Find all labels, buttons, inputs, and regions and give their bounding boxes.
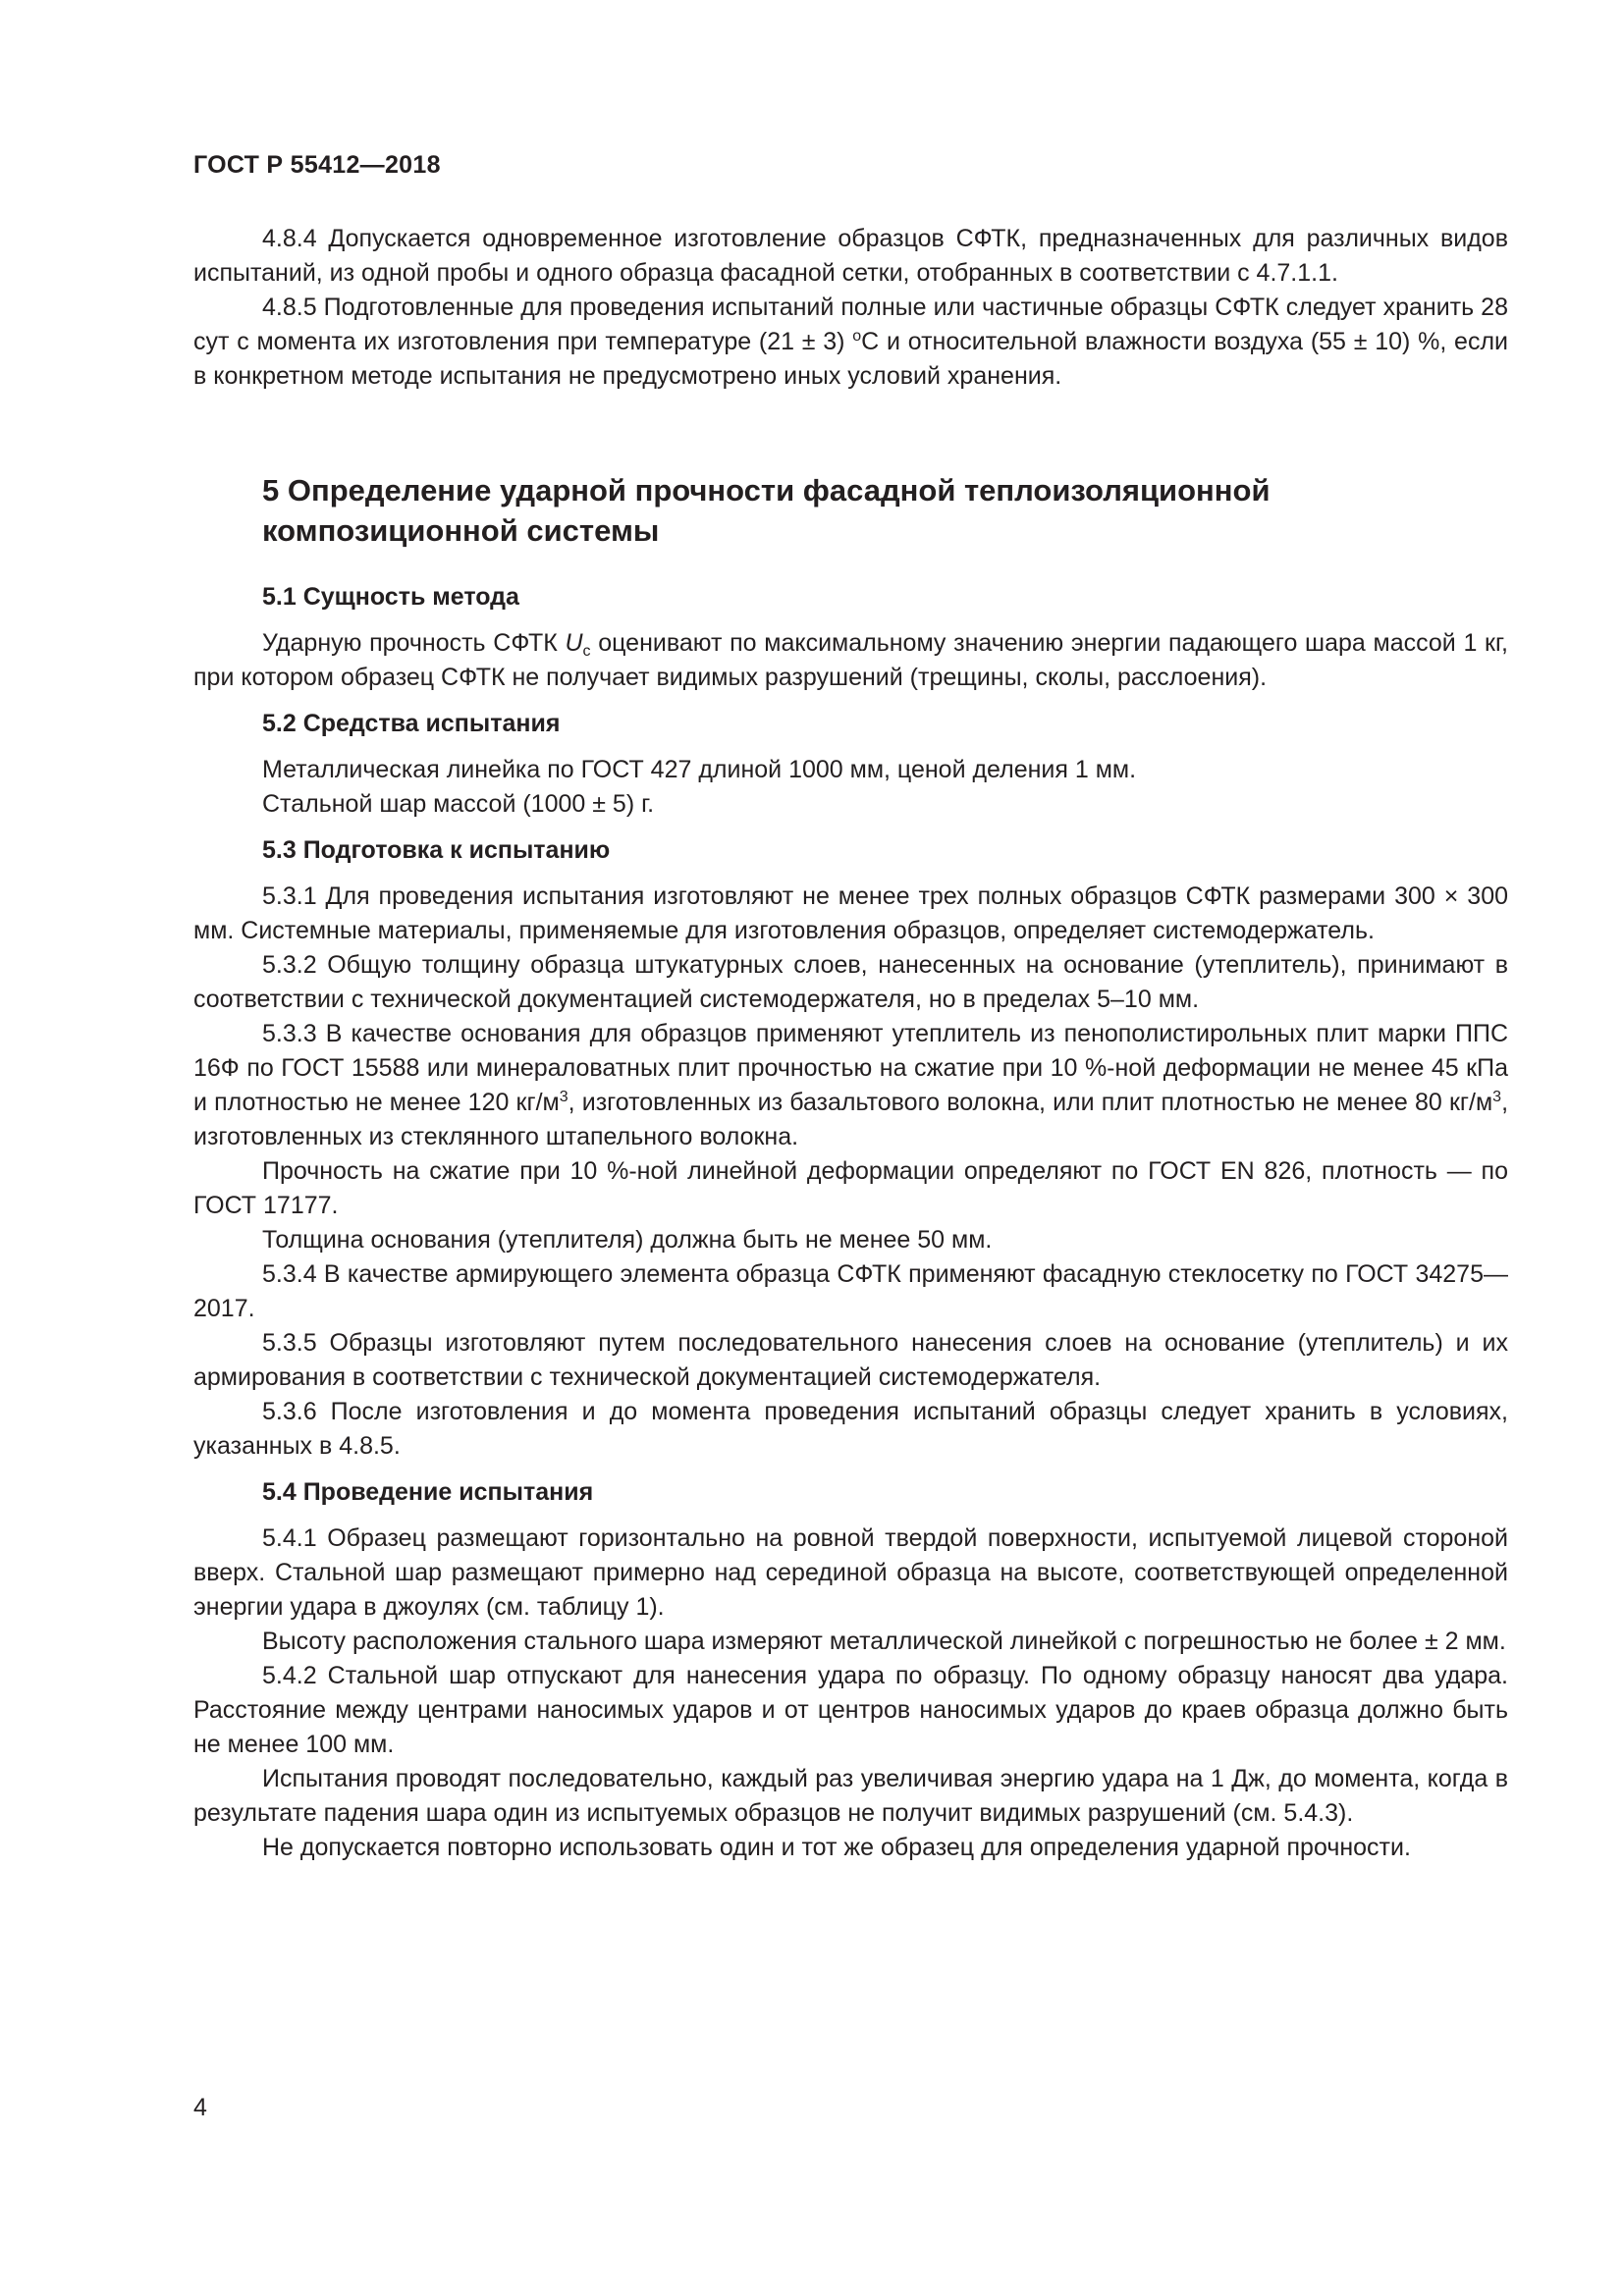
clause-5-3-3-part3: , изготовленных из стеклянного штапельного волокна. [193, 1089, 1509, 1150]
clause-5-3-1: 5.3.1 Для проведения испытания изготовляют не менее трех полных образцов СФТК размерами 300 × 300 мм. Системные материалы, применяемые для изготовления образцов, определяет системодержатель. [193, 882, 1508, 944]
document-header: ГОСТ Р 55412—2018 [193, 151, 441, 179]
clause-4-8-5 [193, 291, 1508, 394]
clause-5-4-2-sequence: Испытания проводят последовательно, каждый раз увеличивая энергию удара на 1 Дж, до момента, когда в результате падения шара один из испытуемых образцов не получит видимых разрушений (см. 5.4.3). [193, 1765, 1508, 1827]
variable-u: U [565, 629, 583, 657]
clause-5-2-ruler: Металлическая линейка по ГОСТ 427 длиной 1000 мм, ценой деления 1 мм. [262, 756, 1137, 783]
clause-5-3-3-strength: Прочность на сжатие при 10 %-ной линейной деформации определяют по ГОСТ EN 826, плотность — по ГОСТ 17177. [193, 1157, 1508, 1219]
clause-5-4-2: 5.4.2 Стальной шар отпускают для нанесения удара по образцу. По одному образцу наносят два удара. Расстояние между центрами наносимых ударов и от центров наносимых ударов до краев образца должно быть не менее 100 мм. [193, 1662, 1508, 1758]
clause-5-1-part1: Ударную прочность СФТК [262, 629, 566, 657]
clause-5-4-1-height: Высоту расположения стального шара измеряют металлической линейкой с погрешностью не более ± 2 мм. [262, 1628, 1506, 1655]
clause-4-8-4: 4.8.4 Допускается одновременное изготовление образцов СФТК, предназначенных для различных видов испытаний, из одной пробы и одного образца фасадной сетки, отобранных в соответствии с 4.7.1.1. [193, 225, 1508, 287]
clause-5-2-ball: Стальной шар массой (1000 ± 5) г. [262, 790, 655, 818]
clause-5-3-2: 5.3.2 Общую толщину образца штукатурных слоев, нанесенных на основание (утеплитель), принимают в соответствии с технической документацией системодержателя, но в пределах 5–10 мм. [193, 951, 1508, 1013]
clause-5-3-3-thickness: Толщина основания (утеплителя) должна быть не менее 50 мм. [262, 1226, 993, 1254]
cubic-superscript: 3 [1492, 1089, 1502, 1105]
subsection-5-1-title: 5.1 Сущность метода [262, 583, 519, 611]
clause-5-3-3-part1: 5.3.3 В качестве основания для образцов применяют утеплитель из пенополистирольных плит марки ППС 16Ф по ГОСТ 15588 или минераловатных плит прочностью на сжатие при 10 %-ной деформации не менее 45 кПа и плотностью не менее 120 кг/м [193, 1020, 1508, 1116]
clause-5-3-6: 5.3.6 После изготовления и до момента проведения испытаний образцы следует хранить в условиях, указанных в 4.8.5. [193, 1398, 1508, 1460]
subsection-5-3-title: 5.3 Подготовка к испытанию [262, 836, 611, 864]
clause-5-3-4: 5.3.4 В качестве армирующего элемента образца СФТК применяют фасадную стеклосетку по ГОСТ 34275—2017. [193, 1260, 1508, 1322]
clause-5-3-3 [193, 1017, 1508, 1154]
cubic-superscript: 3 [559, 1089, 568, 1105]
variable-u-subscript: с [582, 643, 591, 660]
clause-5-1 [193, 626, 1508, 695]
subsection-5-2-title: 5.2 Средства испытания [262, 710, 561, 737]
page-number: 4 [193, 2094, 207, 2121]
clause-4-8-5-part2: С и относительной влажности воздуха (55 ± 10) %, если в конкретном методе испытания не предусмотрено иных условий хранения. [193, 328, 1508, 390]
clause-5-4-2-reuse: Не допускается повторно использовать один и тот же образец для определения ударной прочности. [262, 1834, 1411, 1861]
clause-5-3-5: 5.3.5 Образцы изготовляют путем последовательного нанесения слоев на основание (утеплитель) и их армирования в соответствии с технической документацией системодержателя. [193, 1329, 1508, 1391]
clause-5-4-1: 5.4.1 Образец размещают горизонтально на ровной твердой поверхности, испытуемой лицевой стороной вверх. Стальной шар размещают примерно над серединой образца на высоте, соответствующей определенной энергии удара в джоулях (см. таблицу 1). [193, 1524, 1508, 1621]
subsection-5-4-title: 5.4 Проведение испытания [262, 1478, 594, 1506]
section-5-title: 5 Определение ударной прочности фасадной теплоизоляционной композиционной системы [262, 473, 1271, 548]
clause-5-1-part2: оценивают по максимальному значению энергии падающего шара массой 1 кг, при котором образец СФТК не получает видимых разрушений (трещины, сколы, расслоения). [193, 629, 1508, 691]
document-body [193, 222, 1508, 1865]
clause-5-3-3-part2: , изготовленных из базальтового волокна, или плит плотностью не менее 80 кг/м [568, 1089, 1493, 1116]
degree-sign: о [852, 328, 862, 345]
clause-4-8-5-part1: 4.8.5 Подготовленные для проведения испытаний полные или частичные образцы СФТК следует хранить 28 сут с момента их изготовления при температуре (21 ± 3) [193, 294, 1508, 355]
